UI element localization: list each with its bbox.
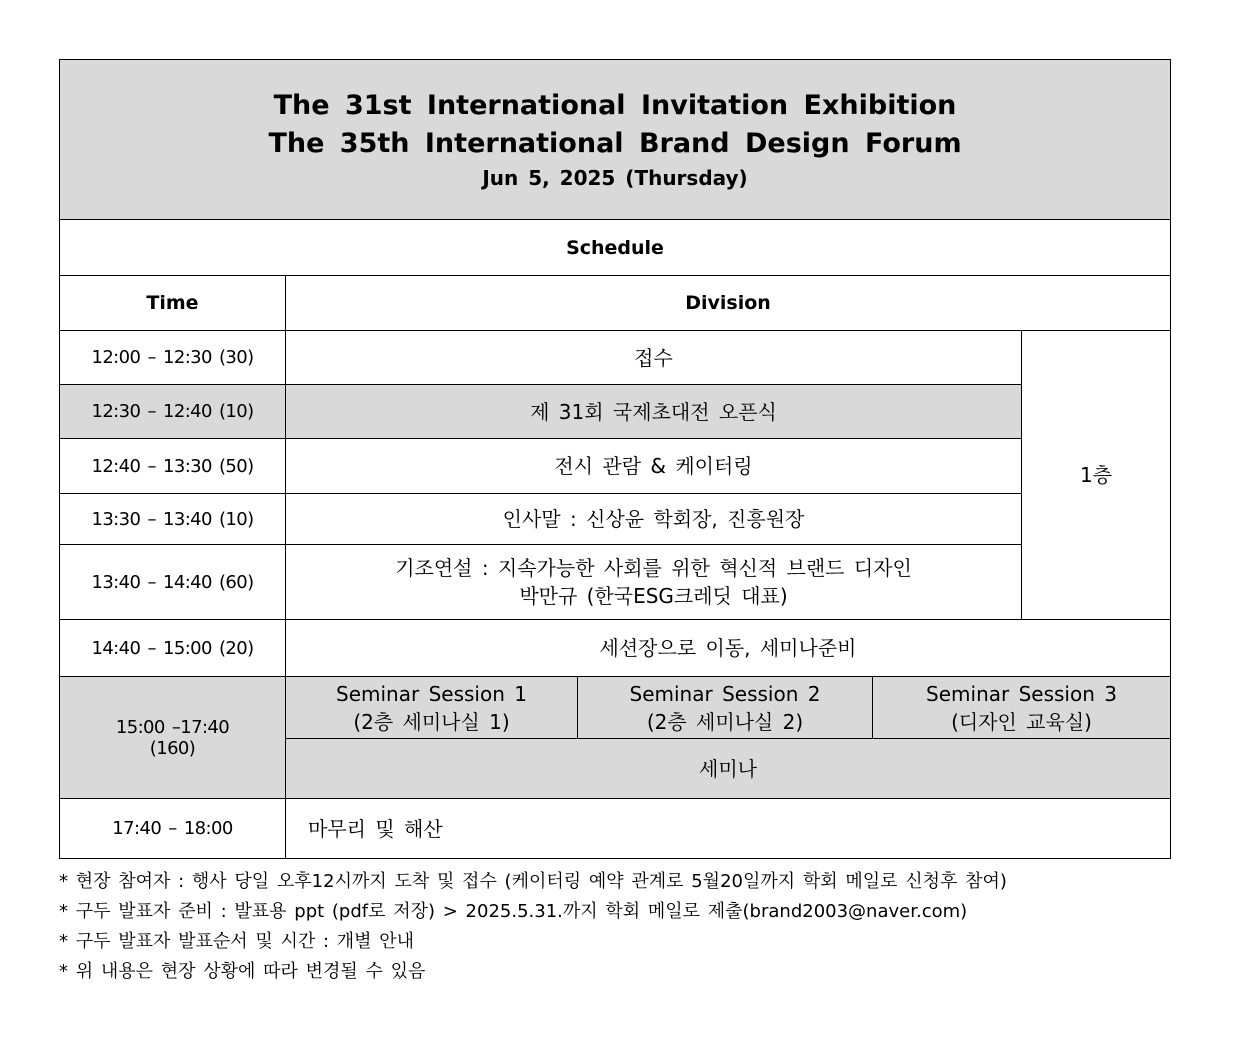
session-room: (2층 세미나실 1): [353, 709, 510, 734]
schedule-heading: Schedule: [60, 220, 1171, 276]
table-row: [60, 799, 1171, 859]
keynote-cell: [286, 545, 1022, 620]
note-item: * 현장 참여자 : 행사 당일 오후12시까지 도착 및 접수 (케이터링 예약 관계로 5월20일까지 학회 메일로 신청후 참여): [59, 871, 1007, 892]
time-cell: 13:30 – 13:40 (10): [60, 494, 286, 545]
time-cell: 14:40 – 15:00 (20): [60, 620, 286, 677]
time-cell: 13:40 – 14:40 (60): [60, 545, 286, 620]
floor-cell: 1층: [1022, 331, 1171, 620]
division-cell: 세션장으로 이동, 세미나준비: [286, 620, 1171, 677]
notes-list: [59, 867, 1179, 987]
time-cell: 12:40 – 13:30 (50): [60, 439, 286, 494]
schedule-table: [59, 59, 1171, 859]
session-name: Seminar Session 3: [926, 681, 1117, 706]
time-cell: 12:30 – 12:40 (10): [60, 385, 286, 439]
note-item: * 구두 발표자 준비 : 발표용 ppt (pdf로 저장) > 2025.5.31.까지 학회 메일로 제출(brand2003@naver.com): [59, 901, 968, 922]
seminar-session-3: [873, 677, 1171, 739]
table-row: [60, 620, 1171, 677]
seminar-session-1: [286, 677, 578, 739]
division-cell: 제 31회 국제초대전 오픈식: [286, 385, 1022, 439]
table-row: [60, 439, 1171, 494]
session-name: Seminar Session 2: [629, 681, 821, 706]
table-row: [60, 494, 1171, 545]
session-room: (디자인 교육실): [951, 709, 1092, 734]
seminar-sessions-row: [60, 677, 1171, 739]
exhibition-title: The 31st International Invitation Exhibition: [273, 89, 957, 121]
seminar-time: 15:00 –17:40: [115, 716, 230, 738]
table-row: [60, 331, 1171, 385]
table-row: [60, 385, 1171, 439]
division-cell: 접수: [286, 331, 1022, 385]
note-item: * 구두 발표자 발표순서 및 시간 : 개별 안내: [59, 931, 415, 952]
note-item: * 위 내용은 현장 상황에 따라 변경될 수 있음: [59, 961, 426, 982]
keynote-speaker: 박만규 (한국ESG크레딧 대표): [519, 584, 788, 608]
seminar-session-2: [578, 677, 873, 739]
seminar-time-cell: [60, 677, 286, 799]
session-room: (2층 세미나실 2): [646, 709, 804, 734]
session-name: Seminar Session 1: [336, 681, 527, 706]
keynote-title: 기조연설 : 지속가능한 사회를 위한 혁신적 브랜드 디자인: [395, 556, 912, 580]
event-date: Jun 5, 2025 (Thursday): [482, 165, 748, 190]
table-row: [60, 545, 1171, 620]
time-column-header: Time: [60, 276, 286, 331]
seminar-label: 세미나: [286, 739, 1171, 799]
title-block: [60, 60, 1171, 220]
division-column-header: Division: [286, 276, 1171, 331]
forum-title: The 35th International Brand Design Forum: [268, 127, 962, 159]
division-cell: 인사말 : 신상윤 학회장, 진흥원장: [286, 494, 1022, 545]
time-cell: 12:00 – 12:30 (30): [60, 331, 286, 385]
seminar-minutes: (160): [149, 737, 196, 759]
division-cell: 마무리 및 해산: [286, 799, 1171, 859]
time-cell: 17:40 – 18:00: [60, 799, 286, 859]
division-cell: 전시 관람 & 케이터링: [286, 439, 1022, 494]
